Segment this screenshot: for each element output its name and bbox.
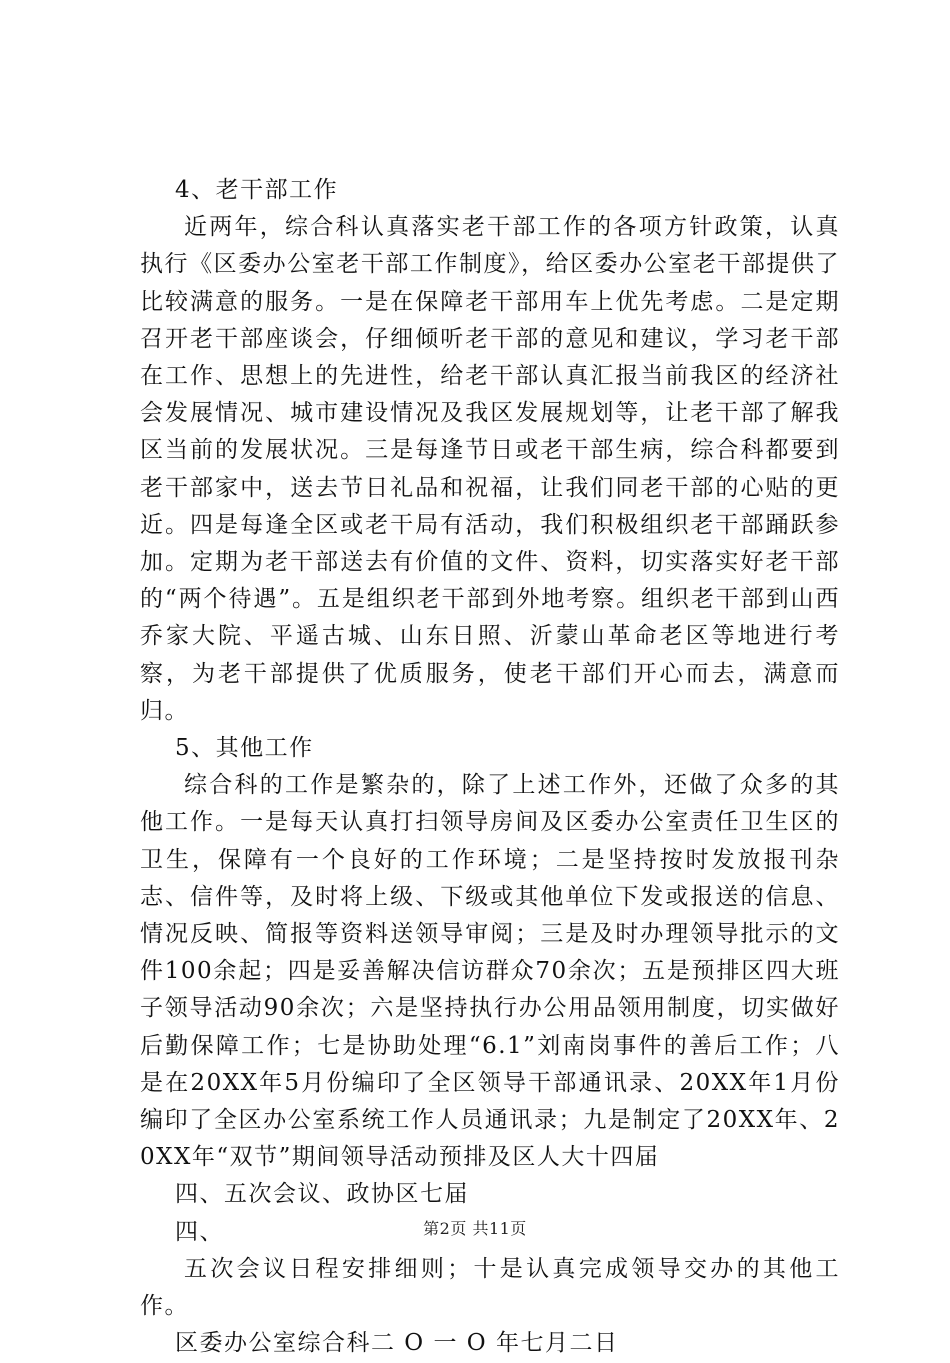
section-heading-other-work: 5、其他工作 [175, 735, 314, 762]
trailing-line-1: 四、五次会议、政协区七届 [175, 1181, 469, 1208]
document-body [140, 172, 840, 1363]
trailing-line-2: 四、 [175, 1218, 224, 1245]
section-paragraph-old-cadres: 近两年，综合科认真落实老干部工作的各项方针政策，认真执行《区委办公室老干部工作制度》，给区委办公室老干部提供了比较满意的服务。一是在保障老干部用车上优先考虑。二是定期召开老干部座谈会，仔细倾听老干部的意见和建议，学习老干部在工作、思想上的先进性，给老干部认真汇报当前我区的经济社会发展情况、城市建设情况及我区发展规划等，让老干部了解我区当前的发展状况。三是每逢节日或老干部生病，综合科都要到老干部家中，送去节日礼品和祝福，让我们同老干部的心贴的更近。四是每逢全区或老干局有活动，我们积极组织老干部踊跃参加。定期为老干部送去有价值的文件、资料，切实落实好老干部的“两个待遇”。五是组织老干部到外地考察。组织老干部到山西乔家大院、平遥古城、山东日照、沂蒙山革命老区等地进行考察，为老干部提供了优质服务，使老干部们开心而去，满意而归。 [140, 214, 840, 724]
trailing-line-3: 五次会议日程安排细则；十是认真完成领导交办的其他工作。 [140, 1255, 840, 1320]
page-footer: 第2页 共11页 [423, 1219, 527, 1238]
section-heading-old-cadres: 4、老干部工作 [175, 177, 339, 203]
section-paragraph-other-work: 综合科的工作是繁杂的，除了上述工作外，还做了众多的其他工作。一是每天认真打扫领导房间及区委办公室责任卫生区的卫生，保障有一个良好的工作环境；二是坚持按时发放报刊杂志、信件等，及时将上级、下级或其他单位下发或报送的信息、情况反映、简报等资料送领导审阅；三是及时办理领导批示的文件100余起；四是妥善解决信访群众70余次；五是预排区四大班子领导活动90余次；六是坚持执行办公用品领用制度，切实做好后勤保障工作；七是协助处理“6.1”刘南岗事件的善后工作；八是在20XX年5月份编印了全区领导干部通讯录、20XX年1月份编印了全区办公室系统工作人员通讯录；九是制定了20XX年、20XX年“双节”期间领导活动预排及区人大十四届 [140, 772, 840, 1171]
signature-line: 区委办公室综合科二 O 一 O 年七月二日 [175, 1330, 619, 1357]
